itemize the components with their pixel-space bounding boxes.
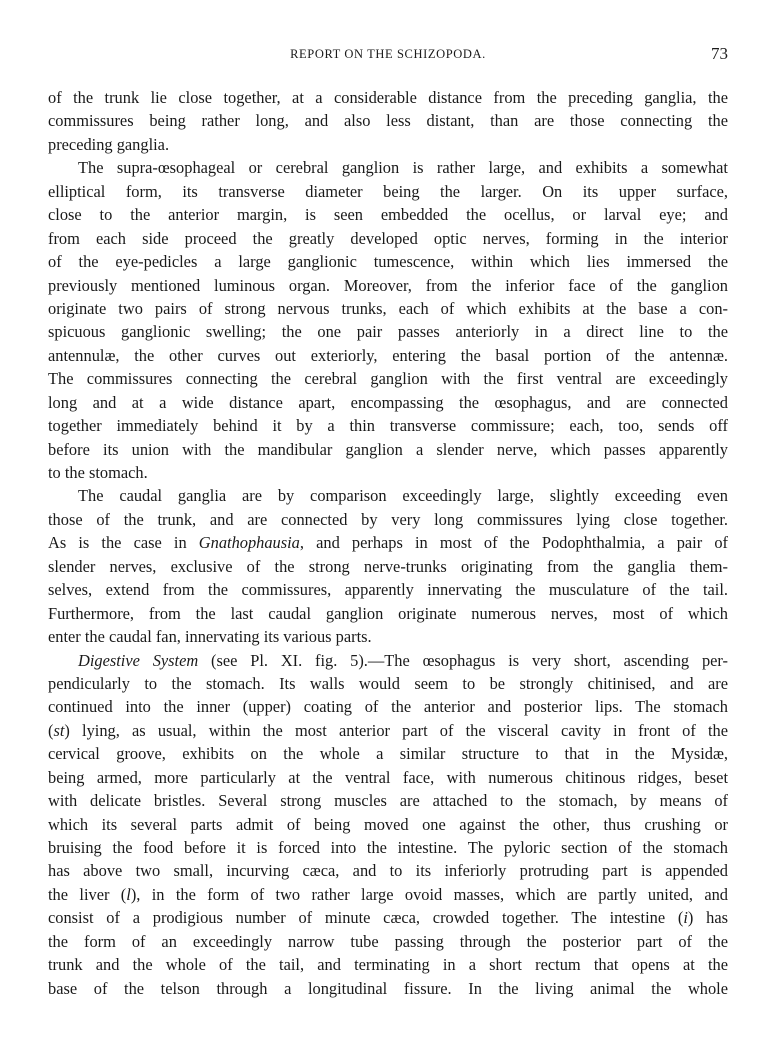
text-line: spicuous ganglionic swelling; the one pair passes anteriorly in a direct line to the: [48, 322, 728, 342]
paragraph: [48, 649, 728, 1001]
text-line: base of the telson through a longitudinal fissure. In the living animal the whole: [48, 978, 728, 998]
text-line: commissures being rather long, and also less distant, than are those connecting the: [48, 111, 728, 131]
body-text: [48, 86, 728, 1000]
italic-term: l: [126, 884, 131, 904]
text-line: previously mentioned luminous organ. Moreover, from the inferior face of the ganglion: [48, 275, 728, 295]
italic-term: Digestive System: [78, 650, 199, 670]
text-line: cervical groove, exhibits on the whole a similar structure to that in the Mysidæ,: [48, 744, 728, 764]
italic-term: st: [53, 720, 65, 740]
text-line: before its union with the mandibular ganglion a slender nerve, which passes apparently: [48, 439, 728, 459]
text-line: As is the case in Gnathophausia, and perhaps in most of the Podophthalmia, a pair of: [48, 533, 728, 553]
text-line: (st) lying, as usual, within the most anterior part of the visceral cavity in front of the: [48, 720, 728, 740]
text-line: enter the caudal fan, innervating its various parts.: [48, 627, 372, 647]
text-line: consist of a prodigious number of minute cæca, crowded together. The intestine (i) has: [48, 908, 728, 928]
text-line: elliptical form, its transverse diameter being the larger. On its upper surface,: [48, 181, 728, 201]
paragraph: [48, 484, 728, 648]
text-line: pendicularly to the stomach. Its walls would seem to be strongly chitinised, and are: [48, 673, 728, 693]
text-line: close to the anterior margin, is seen embedded the ocellus, or larval eye; and: [48, 205, 728, 225]
text-line: those of the trunk, and are connected by very long commissures lying close together.: [48, 509, 728, 529]
text-line: trunk and the whole of the tail, and terminating in a short rectum that opens at the: [48, 955, 728, 975]
text-line: which its several parts admit of being moved one against the other, thus crushing or: [48, 814, 728, 834]
text-line: The commissures connecting the cerebral ganglion with the first ventral are exceedingly: [48, 369, 728, 389]
text-line: slender nerves, exclusive of the strong nerve-trunks originating from the ganglia them-: [48, 556, 728, 576]
text-line: with delicate bristles. Several strong muscles are attached to the stomach, by means of: [48, 791, 728, 811]
text-line: of the eye-pedicles a large ganglionic tumescence, within which lies immersed the: [48, 252, 728, 272]
paragraph: [48, 156, 728, 484]
text-line: bruising the food before it is forced into the intestine. The pyloric section of the stomach: [48, 838, 728, 857]
text-line: of the trunk lie close together, at a considerable distance from the preceding ganglia, the: [48, 88, 728, 107]
page-number: 73: [711, 44, 728, 63]
page-header: [48, 44, 728, 66]
text-line: selves, extend from the commissures, apparently innervating the musculature of the tail.: [48, 580, 728, 600]
paragraph: [48, 86, 728, 156]
text-line: has above two small, incurving cæca, and to its inferiorly protruding part is appended: [48, 861, 728, 881]
text-line: preceding ganglia.: [48, 134, 170, 154]
running-head: REPORT ON THE SCHIZOPODA.: [290, 47, 486, 61]
text-line: Digestive System (see Pl. XI. fig. 5).—The œsophagus is very short, ascending per-: [78, 650, 728, 670]
text-line: Furthermore, from the last caudal ganglion originate numerous nerves, most of which: [48, 603, 728, 623]
text-line: to the stomach.: [48, 463, 148, 482]
text-line: The caudal ganglia are by comparison exceedingly large, slightly exceeding even: [78, 486, 728, 506]
text-line: originate two pairs of strong nervous trunks, each of which exhibits at the base a con-: [48, 298, 728, 318]
text-line: being armed, more particularly at the ventral face, with numerous chitinous ridges, beset: [48, 767, 728, 787]
text-line: the form of an exceedingly narrow tube passing through the posterior part of the: [48, 931, 728, 951]
italic-term: Gnathophausia: [198, 533, 300, 553]
text-line: long and at a wide distance apart, encompassing the œsophagus, and are connected: [48, 392, 728, 412]
text-line: continued into the inner (upper) coating of the anterior and posterior lips. The stomach: [48, 697, 728, 717]
italic-term: i: [683, 908, 688, 928]
text-line: from each side proceed the greatly developed optic nerves, forming in the interior: [48, 228, 728, 248]
text-line: antennulæ, the other curves out exteriorly, entering the basal portion of the antennæ.: [48, 345, 728, 365]
text-line: together immediately behind it by a thin transverse commissure; each, too, sends off: [48, 416, 728, 436]
text-line: The supra-œsophageal or cerebral ganglion is rather large, and exhibits a somewhat: [78, 158, 728, 178]
text-line: the liver (l), in the form of two rather large ovoid masses, which are partly united, and: [48, 884, 728, 904]
